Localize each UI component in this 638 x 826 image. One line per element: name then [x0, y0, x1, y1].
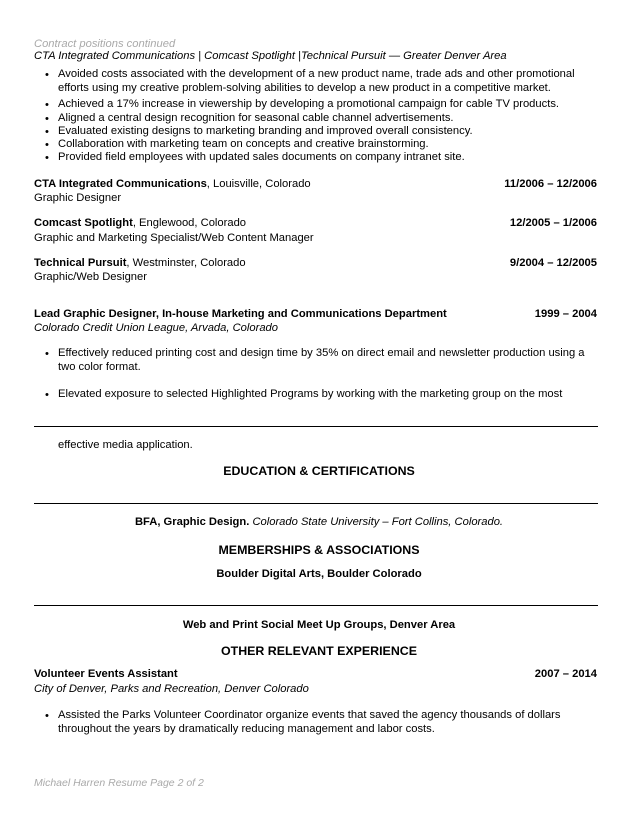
membership-item: Boulder Digital Arts, Boulder Colorado [216, 568, 422, 580]
lead-job-org: Colorado Credit Union League, Arvada, Colorado [34, 322, 278, 334]
bullet-glyph: • [45, 152, 49, 164]
divider [34, 503, 598, 504]
contract-location: , Englewood, Colorado [132, 217, 247, 229]
bullet-glyph: • [45, 348, 49, 360]
education-entry [0, 515, 638, 529]
contract-dates: 11/2006 – 12/2006 [504, 178, 597, 190]
education-school: Colorado State University – Fort Collins, Colorado. [249, 516, 504, 528]
lead-job-continuation: effective media application. [58, 439, 193, 451]
bullet-glyph: • [45, 710, 49, 722]
contract-company: Technical Pursuit [34, 257, 127, 269]
membership-item: Web and Print Social Meet Up Groups, Denver Area [182, 619, 456, 631]
other-experience-heading: OTHER RELEVANT EXPERIENCE [221, 644, 417, 658]
contract-dates: 9/2004 – 12/2005 [509, 257, 597, 269]
lead-job-bullet: Effectively reduced printing cost and design time by 35% on direct email and newsletter production using a two color format. [58, 347, 585, 373]
divider [34, 426, 598, 427]
education-degree: BFA, Graphic Design. [134, 516, 250, 528]
contract-role: Graphic Designer [34, 192, 122, 204]
contract-bullet: Achieved a 17% increase in viewership by developing a promotional campaign for cable TV products. [58, 98, 560, 110]
contract-bullet: Provided field employees with updated sales documents on company intranet site. [58, 151, 465, 163]
bullet-glyph: • [45, 113, 49, 125]
lead-job-dates: 1999 – 2004 [534, 308, 597, 320]
contract-company: CTA Integrated Communications [34, 178, 207, 190]
contract-summary: CTA Integrated Communications | Comcast Spotlight |Technical Pursuit — Greater Denver Area [34, 50, 507, 62]
page-footer: Michael Harren Resume Page 2 of 2 [34, 777, 204, 789]
bullet-glyph: • [45, 69, 49, 81]
education-heading: EDUCATION & CERTIFICATIONS [223, 464, 415, 478]
volunteer-org: City of Denver, Parks and Recreation, Denver Colorado [34, 683, 309, 695]
contract-location: , Louisville, Colorado [206, 178, 311, 190]
memberships-heading: MEMBERSHIPS & ASSOCIATIONS [218, 543, 420, 557]
contract-company-line [34, 256, 246, 270]
contract-company: Comcast Spotlight [34, 217, 133, 229]
volunteer-dates: 2007 – 2014 [534, 668, 597, 680]
bullet-glyph: • [45, 126, 49, 138]
contract-location: , Westminster, Colorado [126, 257, 246, 269]
divider [34, 605, 598, 606]
lead-job-title: Lead Graphic Designer, In-house Marketing and Communications Department [34, 308, 447, 320]
contract-dates: 12/2005 – 1/2006 [509, 217, 597, 229]
contract-company-line [34, 177, 311, 191]
contract-role: Graphic and Marketing Specialist/Web Content Manager [34, 232, 314, 244]
volunteer-bullet: Assisted the Parks Volunteer Coordinator organize events that saved the agency thousands of dollars throughout the years by dramatically reducing management and labor costs. [58, 709, 561, 735]
contract-role: Graphic/Web Designer [34, 271, 147, 283]
contract-bullet: Aligned a central design recognition for seasonal cable channel advertisements. [58, 112, 454, 124]
contract-bullet: Collaboration with marketing team on concepts and creative brainstorming. [58, 138, 429, 150]
contract-bullet: Avoided costs associated with the development of a new product name, trade ads and other promotional efforts using my creative problem-solving abilities to develop a new product in a competitive market. [58, 68, 575, 94]
volunteer-title: Volunteer Events Assistant [34, 668, 178, 680]
bullet-glyph: • [45, 99, 49, 111]
bullet-glyph: • [45, 389, 49, 401]
lead-job-bullet: Elevated exposure to selected Highlighted Programs by working with the marketing group on the most [58, 388, 563, 400]
contract-company-line [34, 216, 246, 230]
bullet-glyph: • [45, 139, 49, 151]
continued-label: Contract positions continued [34, 38, 176, 50]
contract-bullet: Evaluated existing designs to marketing branding and improved overall consistency. [58, 125, 473, 137]
